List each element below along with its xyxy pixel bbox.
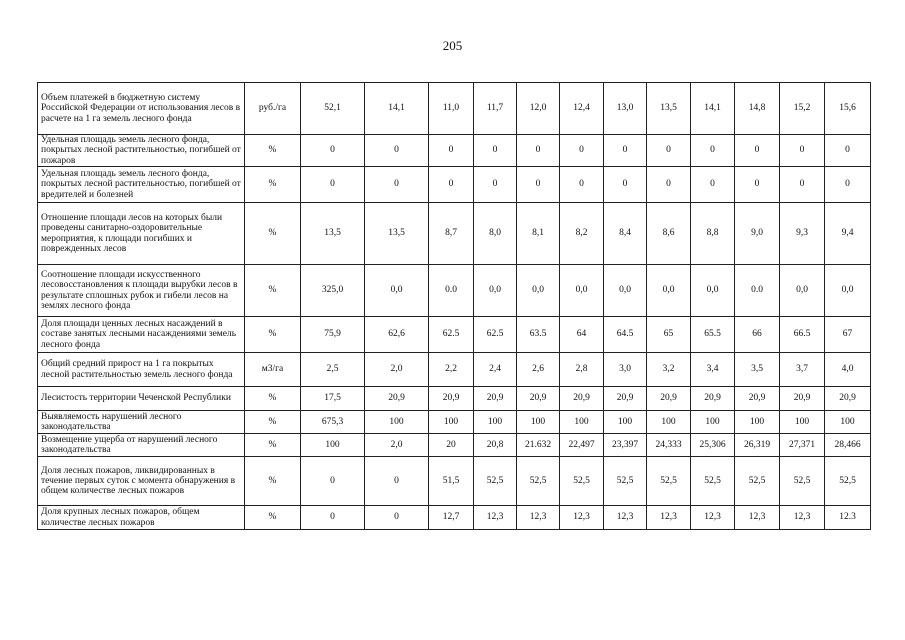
- value-cell: 3,5: [735, 353, 780, 387]
- unit-cell: руб./га: [245, 83, 301, 135]
- value-cell: 100: [517, 411, 560, 434]
- value-cell: 12,7: [429, 506, 474, 530]
- value-cell: 63.5: [517, 317, 560, 353]
- table-row: [38, 265, 871, 317]
- value-cell: 26,319: [735, 434, 780, 457]
- value-cell: 12,3: [560, 506, 604, 530]
- value-cell: 20,9: [647, 387, 691, 411]
- value-cell: 0: [560, 167, 604, 203]
- value-cell: 20,9: [735, 387, 780, 411]
- value-cell: 62.5: [474, 317, 517, 353]
- value-cell: 52,5: [825, 457, 871, 506]
- unit-cell: %: [245, 317, 301, 353]
- value-cell: 52,5: [604, 457, 647, 506]
- table-row: [38, 387, 871, 411]
- value-cell: 8,7: [429, 203, 474, 265]
- value-cell: 0: [780, 135, 825, 167]
- value-cell: 0: [560, 135, 604, 167]
- value-cell: 2,8: [560, 353, 604, 387]
- value-cell: 17,5: [301, 387, 365, 411]
- value-cell: 75,9: [301, 317, 365, 353]
- value-cell: 0,0: [517, 265, 560, 317]
- value-cell: 23,397: [604, 434, 647, 457]
- value-cell: 0: [301, 506, 365, 530]
- indicator-cell: Возмещение ущерба от нарушений лесного законодательства: [38, 434, 245, 457]
- table-row: [38, 457, 871, 506]
- value-cell: 52,5: [780, 457, 825, 506]
- value-cell: 12,0: [517, 83, 560, 135]
- value-cell: 0.0: [735, 265, 780, 317]
- value-cell: 11,7: [474, 83, 517, 135]
- value-cell: 62,6: [365, 317, 429, 353]
- value-cell: 15,6: [825, 83, 871, 135]
- value-cell: 100: [604, 411, 647, 434]
- value-cell: 52,5: [735, 457, 780, 506]
- table-row: [38, 434, 871, 457]
- unit-cell: м3/га: [245, 353, 301, 387]
- value-cell: 100: [647, 411, 691, 434]
- unit-cell: %: [245, 265, 301, 317]
- value-cell: 20,9: [429, 387, 474, 411]
- value-cell: 52,5: [517, 457, 560, 506]
- table-row: [38, 203, 871, 265]
- indicator-cell: Лесистость территории Чеченской Республики: [38, 387, 245, 411]
- value-cell: 0,0: [365, 265, 429, 317]
- value-cell: 20: [429, 434, 474, 457]
- table-row: [38, 167, 871, 203]
- value-cell: 0: [735, 135, 780, 167]
- unit-cell: %: [245, 387, 301, 411]
- value-cell: 11,0: [429, 83, 474, 135]
- forest-indicators-table: [37, 82, 871, 530]
- value-cell: 8,0: [474, 203, 517, 265]
- value-cell: 100: [365, 411, 429, 434]
- value-cell: 13,5: [647, 83, 691, 135]
- value-cell: 62.5: [429, 317, 474, 353]
- value-cell: 20,9: [780, 387, 825, 411]
- value-cell: 0,0: [604, 265, 647, 317]
- value-cell: 0: [780, 167, 825, 203]
- value-cell: 25,306: [691, 434, 735, 457]
- unit-cell: %: [245, 457, 301, 506]
- value-cell: 0,0: [780, 265, 825, 317]
- value-cell: 13,5: [301, 203, 365, 265]
- indicator-cell: Доля крупных лесных пожаров, общем количестве лесных пожаров: [38, 506, 245, 530]
- value-cell: 9,3: [780, 203, 825, 265]
- value-cell: 0: [517, 135, 560, 167]
- value-cell: 2,4: [474, 353, 517, 387]
- value-cell: 8,8: [691, 203, 735, 265]
- value-cell: 65: [647, 317, 691, 353]
- value-cell: 0: [691, 167, 735, 203]
- value-cell: 0: [825, 167, 871, 203]
- value-cell: 12,3: [691, 506, 735, 530]
- value-cell: 0,0: [647, 265, 691, 317]
- unit-cell: %: [245, 506, 301, 530]
- value-cell: 0,0: [691, 265, 735, 317]
- value-cell: 12.3: [825, 506, 871, 530]
- value-cell: 100: [825, 411, 871, 434]
- value-cell: 0: [825, 135, 871, 167]
- table-row: [38, 506, 871, 530]
- value-cell: 0: [691, 135, 735, 167]
- page-number: 205: [442, 38, 463, 53]
- indicator-cell: Доля площади ценных лесных насаждений в составе занятых лесными насаждениями земель лесного фонда: [38, 317, 245, 353]
- value-cell: 0,0: [474, 265, 517, 317]
- value-cell: 13,0: [604, 83, 647, 135]
- value-cell: 52,1: [301, 83, 365, 135]
- value-cell: 20,9: [691, 387, 735, 411]
- value-cell: 22,497: [560, 434, 604, 457]
- value-cell: 12,3: [474, 506, 517, 530]
- table-row: [38, 317, 871, 353]
- value-cell: 3,4: [691, 353, 735, 387]
- value-cell: 100: [780, 411, 825, 434]
- value-cell: 3,0: [604, 353, 647, 387]
- value-cell: 4,0: [825, 353, 871, 387]
- value-cell: 14,8: [735, 83, 780, 135]
- value-cell: 24,333: [647, 434, 691, 457]
- table-row: [38, 353, 871, 387]
- value-cell: 325,0: [301, 265, 365, 317]
- indicator-cell: Выявляемость нарушений лесного законодательства: [38, 411, 245, 434]
- value-cell: 64: [560, 317, 604, 353]
- value-cell: 3,7: [780, 353, 825, 387]
- value-cell: 52,5: [691, 457, 735, 506]
- value-cell: 100: [691, 411, 735, 434]
- value-cell: 0,0: [825, 265, 871, 317]
- value-cell: 0,0: [560, 265, 604, 317]
- value-cell: 52,5: [474, 457, 517, 506]
- indicator-cell: Удельная площадь земель лесного фонда, покрытых лесной растительностью, погибшей от пожаров: [38, 135, 245, 167]
- value-cell: 100: [735, 411, 780, 434]
- value-cell: 12,3: [780, 506, 825, 530]
- value-cell: 12,3: [604, 506, 647, 530]
- value-cell: 2,0: [365, 353, 429, 387]
- value-cell: 0: [301, 457, 365, 506]
- value-cell: 20,9: [517, 387, 560, 411]
- value-cell: 3,2: [647, 353, 691, 387]
- value-cell: 0: [735, 167, 780, 203]
- value-cell: 0: [365, 506, 429, 530]
- value-cell: 0.0: [429, 265, 474, 317]
- value-cell: 2,0: [365, 434, 429, 457]
- value-cell: 9,0: [735, 203, 780, 265]
- value-cell: 0: [474, 167, 517, 203]
- value-cell: 8,1: [517, 203, 560, 265]
- value-cell: 64.5: [604, 317, 647, 353]
- value-cell: 0: [365, 457, 429, 506]
- value-cell: 0: [604, 135, 647, 167]
- value-cell: 20,9: [604, 387, 647, 411]
- value-cell: 0: [429, 135, 474, 167]
- table-row: [38, 135, 871, 167]
- table-row: [38, 83, 871, 135]
- value-cell: 0: [647, 167, 691, 203]
- value-cell: 8,2: [560, 203, 604, 265]
- value-cell: 28,466: [825, 434, 871, 457]
- value-cell: 0: [517, 167, 560, 203]
- value-cell: 14,1: [691, 83, 735, 135]
- value-cell: 12,4: [560, 83, 604, 135]
- value-cell: 67: [825, 317, 871, 353]
- indicator-cell: Удельная площадь земель лесного фонда, покрытых лесной растительностью, погибшей от вредителей и болезней: [38, 167, 245, 203]
- unit-cell: %: [245, 434, 301, 457]
- value-cell: 675,3: [301, 411, 365, 434]
- unit-cell: %: [245, 135, 301, 167]
- value-cell: 20,9: [560, 387, 604, 411]
- value-cell: 100: [474, 411, 517, 434]
- unit-cell: %: [245, 411, 301, 434]
- table-row: [38, 411, 871, 434]
- value-cell: 0: [647, 135, 691, 167]
- value-cell: 100: [429, 411, 474, 434]
- value-cell: 0: [365, 167, 429, 203]
- value-cell: 66.5: [780, 317, 825, 353]
- value-cell: 15,2: [780, 83, 825, 135]
- value-cell: 2,5: [301, 353, 365, 387]
- value-cell: 0: [474, 135, 517, 167]
- value-cell: 8,4: [604, 203, 647, 265]
- indicator-cell: Соотношение площади искусственного лесовосстановления к площади вырубки лесов в результате сплошных рубок и гибели лесов на землях лесного фонда: [38, 265, 245, 317]
- value-cell: 100: [560, 411, 604, 434]
- value-cell: 20,9: [825, 387, 871, 411]
- value-cell: 20,8: [474, 434, 517, 457]
- indicator-cell: Доля лесных пожаров, ликвидированных в течение первых суток с момента обнаружения в общем количестве лесных пожаров: [38, 457, 245, 506]
- value-cell: 65.5: [691, 317, 735, 353]
- value-cell: 12,3: [647, 506, 691, 530]
- value-cell: 0: [365, 135, 429, 167]
- value-cell: 66: [735, 317, 780, 353]
- value-cell: 0: [429, 167, 474, 203]
- value-cell: 20,9: [474, 387, 517, 411]
- value-cell: 13,5: [365, 203, 429, 265]
- indicator-cell: Отношение площади лесов на которых были проведены санитарно-оздоровительные мероприятия, к площади погибших и поврежденных лесов: [38, 203, 245, 265]
- value-cell: 51,5: [429, 457, 474, 506]
- value-cell: 20,9: [365, 387, 429, 411]
- value-cell: 0: [301, 167, 365, 203]
- indicator-cell: Общий средний прирост на 1 га покрытых лесной растительностью земель лесного фонда: [38, 353, 245, 387]
- value-cell: 12,3: [735, 506, 780, 530]
- value-cell: 2,6: [517, 353, 560, 387]
- value-cell: 0: [301, 135, 365, 167]
- table-body: [38, 83, 871, 530]
- value-cell: 9,4: [825, 203, 871, 265]
- value-cell: 100: [301, 434, 365, 457]
- indicator-cell: Объем платежей в бюджетную систему Российской Федерации от использования лесов в расчете на 1 га земель лесного фонда: [38, 83, 245, 135]
- value-cell: 52,5: [647, 457, 691, 506]
- unit-cell: %: [245, 167, 301, 203]
- value-cell: 14,1: [365, 83, 429, 135]
- value-cell: 12,3: [517, 506, 560, 530]
- value-cell: 2,2: [429, 353, 474, 387]
- value-cell: 27,371: [780, 434, 825, 457]
- unit-cell: %: [245, 203, 301, 265]
- value-cell: 0: [604, 167, 647, 203]
- value-cell: 52,5: [560, 457, 604, 506]
- value-cell: 8,6: [647, 203, 691, 265]
- value-cell: 21.632: [517, 434, 560, 457]
